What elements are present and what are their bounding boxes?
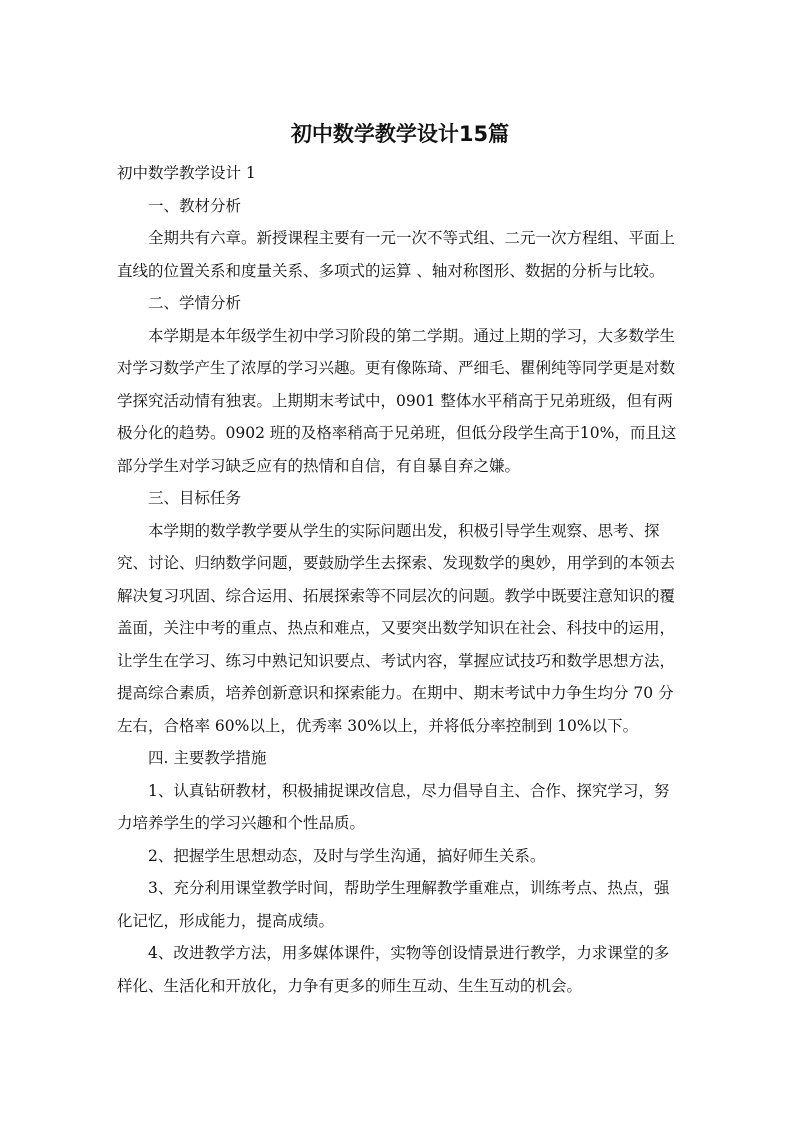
paragraph-goals: 本学期的数学教学要从学生的实际问题出发，积极引导学生观察、思考、探究、讨论、归纳数学问题，要鼓励学生去探索、发现数学的奥妙，用学到的本领去解决复习巩固、综合运用、拓展探索等不同层次的问题。教学中既要注意知识的覆盖面，关注中考的重点、热点和难点，又要突出数学知识在社会、科技中的运用，让学生在学习、练习中熟记知识要点、考试内容，掌握应试技巧和数学思想方法，提高综合素质，培养创新意识和探索能力。在期中、期末考试中力争生均分 70 分左右，合格率 60%以上，优秀率 30%以上，并将低分率控制到 10%以下。 — [117, 521, 676, 735]
heading-textbook-analysis: 一、教材分析 — [148, 196, 242, 215]
document-body — [117, 157, 682, 1002]
paragraph-measure-3: 3、充分利用课堂教学时间，帮助学生理解教学重难点，训练考点、热点，强化记忆，形成能力，提高成绩。 — [117, 879, 670, 930]
paragraph-measure-4: 4、改进教学方法，用多媒体课件，实物等创设情景进行教学，力求课堂的多样化、生活化和开放化，力争有更多的师生互动、生生互动的机会。 — [117, 944, 670, 995]
document-title: 初中数学教学设计15篇 — [290, 122, 510, 146]
section-subtitle: 初中数学教学设计 1 — [117, 164, 256, 182]
paragraph-measure-1: 1、认真钻研教材，积极捕捉课改信息，尽力倡导自主、合作、探究学习，努力培养学生的学习兴趣和个性品质。 — [117, 781, 670, 832]
heading-goals: 三、目标任务 — [148, 489, 242, 507]
paragraph-measure-2: 2、把握学生思想动态，及时与学生沟通，搞好师生关系。 — [148, 846, 546, 865]
paragraph-student-analysis: 本学期是本年级学生初中学习阶段的第二学期。通过上期的学习，大多数学生对学习数学产生了浓厚的学习兴趣。更有像陈琦、严细毛、瞿俐纯等同学更是对数学探究活动情有独衷。上期期末考试中，0901 整体水平稍高于兄弟班级，但有两极分化的趋势。0902 班的及格率稍高于兄弟班，但低分段学生高于10%，而且这部分学生对学习缺乏应有的热情和自信，有自暴自弃之嫌。 — [117, 326, 677, 475]
paragraph-textbook-analysis: 全期共有六章。新授课程主要有一元一次不等式组、二元一次方程组、平面上直线的位置关系和度量关系、多项式的运算 、轴对称图形、数据的分析与比较。 — [117, 229, 676, 280]
heading-student-analysis: 二、学情分析 — [148, 294, 242, 312]
heading-teaching-measures: 四. 主要教学措施 — [148, 749, 267, 767]
